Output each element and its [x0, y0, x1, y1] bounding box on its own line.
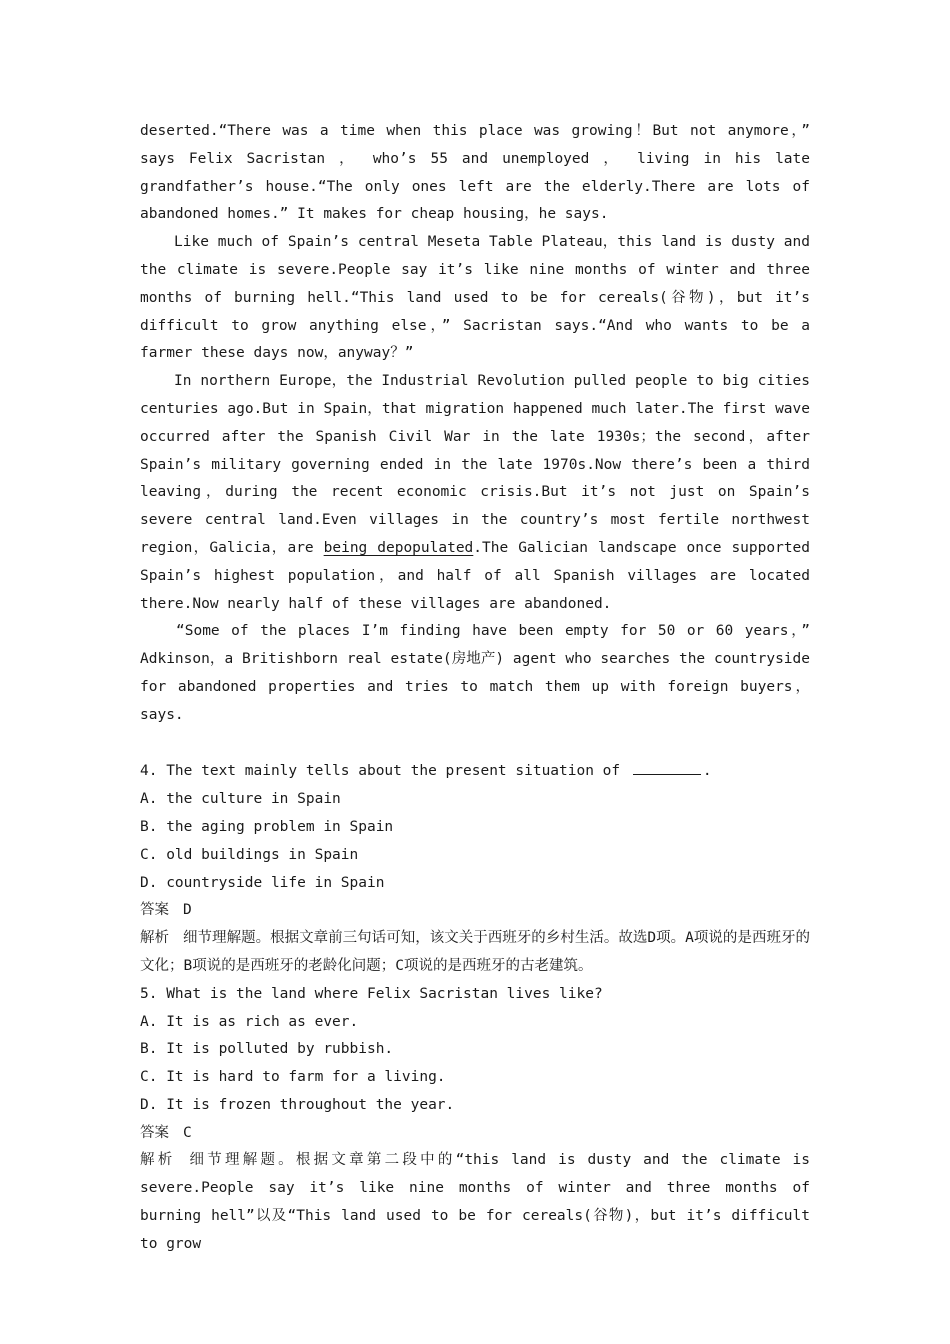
- analysis-label: 解析: [140, 1152, 176, 1169]
- question-4-stem-end: .: [702, 763, 712, 780]
- question-5-option-a: A. It is as rich as ever.: [140, 1013, 359, 1030]
- analysis-label: 解析: [140, 930, 170, 947]
- question-4-stem-text: 4. The text mainly tells about the present situation of: [140, 763, 629, 780]
- analysis-text: 细节理解题。根据文章前三句话可知，该文关于西班牙的乡村生活。故选D项。A项说的是西班牙的文化；B项说的是西班牙的老龄化问题；C项说的是西班牙的古老建筑。: [140, 930, 810, 974]
- passage-paragraph-2: Like much of Spain’s central Meseta Table Plateau，this land is dusty and the climate is severe.People say it’s like nine months of winter and three months of burning hell.“This land used to be for cereals(谷物)，but it’s difficult to grow anything else，” Sacristan says.“And who wants to be a farmer these days now，anyway？”: [140, 234, 810, 362]
- question-5-option-c: C. It is hard to farm for a living.: [140, 1069, 446, 1086]
- passage-paragraph-4: “Some of the places I’m finding have been empty for 50 or 60 years，” Adkinson，a Britishborn real estate(房地产) agent who searches the countryside for abandoned properties and tries to match them up with foreign buyers，says.: [140, 623, 810, 723]
- question-4-option-b: B. the aging problem in Spain: [140, 818, 394, 835]
- answer-label: 答案: [140, 1124, 169, 1141]
- question-4-option-d: D. countryside life in Spain: [140, 874, 385, 891]
- question-5-stem: 5. What is the land where Felix Sacristan lives like?: [140, 985, 603, 1002]
- answer-label: 答案: [140, 902, 169, 919]
- question-5-analysis: [140, 1147, 810, 1258]
- question-4-analysis: [140, 925, 810, 981]
- question-4-option-c: C. old buildings in Spain: [140, 846, 359, 863]
- question-4-answer: [140, 897, 810, 925]
- question-4-option-a: A. the culture in Spain: [140, 791, 341, 808]
- analysis-text: 细节理解题。根据文章第二段中的“this land is dusty and the climate is severe.People say it’s like nine months of winter and three months of burning hell”以及“This land used to be for cereals(谷物)，but it’s difficult to grow: [140, 1152, 810, 1252]
- paragraph-3-text-end: .The Galician landscape once supported Spain’s highest population，and half of all Spanish villages are located there.Now nearly half of these villages are abandoned.: [140, 539, 811, 612]
- paragraph-3-text-start: In northern Europe，the Industrial Revolution pulled people to big cities centuries ago.But in Spain，that migration happened much later.The first wave occurred after the Spanish Civil War in the late 1930s；the second，after Spain’s military governing ended in the late 1970s.Now there’s been a third leaving，during the recent economic crisis.But it’s not just on Spain’s severe central land.Even villages in the country’s most fertile northwest region，Galicia，are: [140, 373, 810, 556]
- question-4-stem: [140, 757, 810, 786]
- passage-paragraph-3: [140, 368, 810, 618]
- answer-value: C: [183, 1124, 192, 1141]
- question-5-answer: [140, 1120, 810, 1148]
- section-spacer: [140, 730, 810, 758]
- answer-value: D: [183, 902, 192, 919]
- underlined-phrase: being depopulated: [323, 539, 474, 556]
- passage-paragraph-1: deserted.“There was a time when this place was growing！But not anymore，” says Felix Sacristan ， who’s 55 and unemployed ， living in his late grandfather’s house.“The only ones left are the elderly.There are lots of abandoned homes.” It makes for cheap housing，he says.: [140, 123, 810, 223]
- question-5-option-d: D. It is frozen throughout the year.: [140, 1096, 455, 1113]
- answer-blank: [633, 757, 701, 775]
- question-5-option-b: B. It is polluted by rubbish.: [140, 1041, 394, 1058]
- document-content: [140, 118, 810, 1259]
